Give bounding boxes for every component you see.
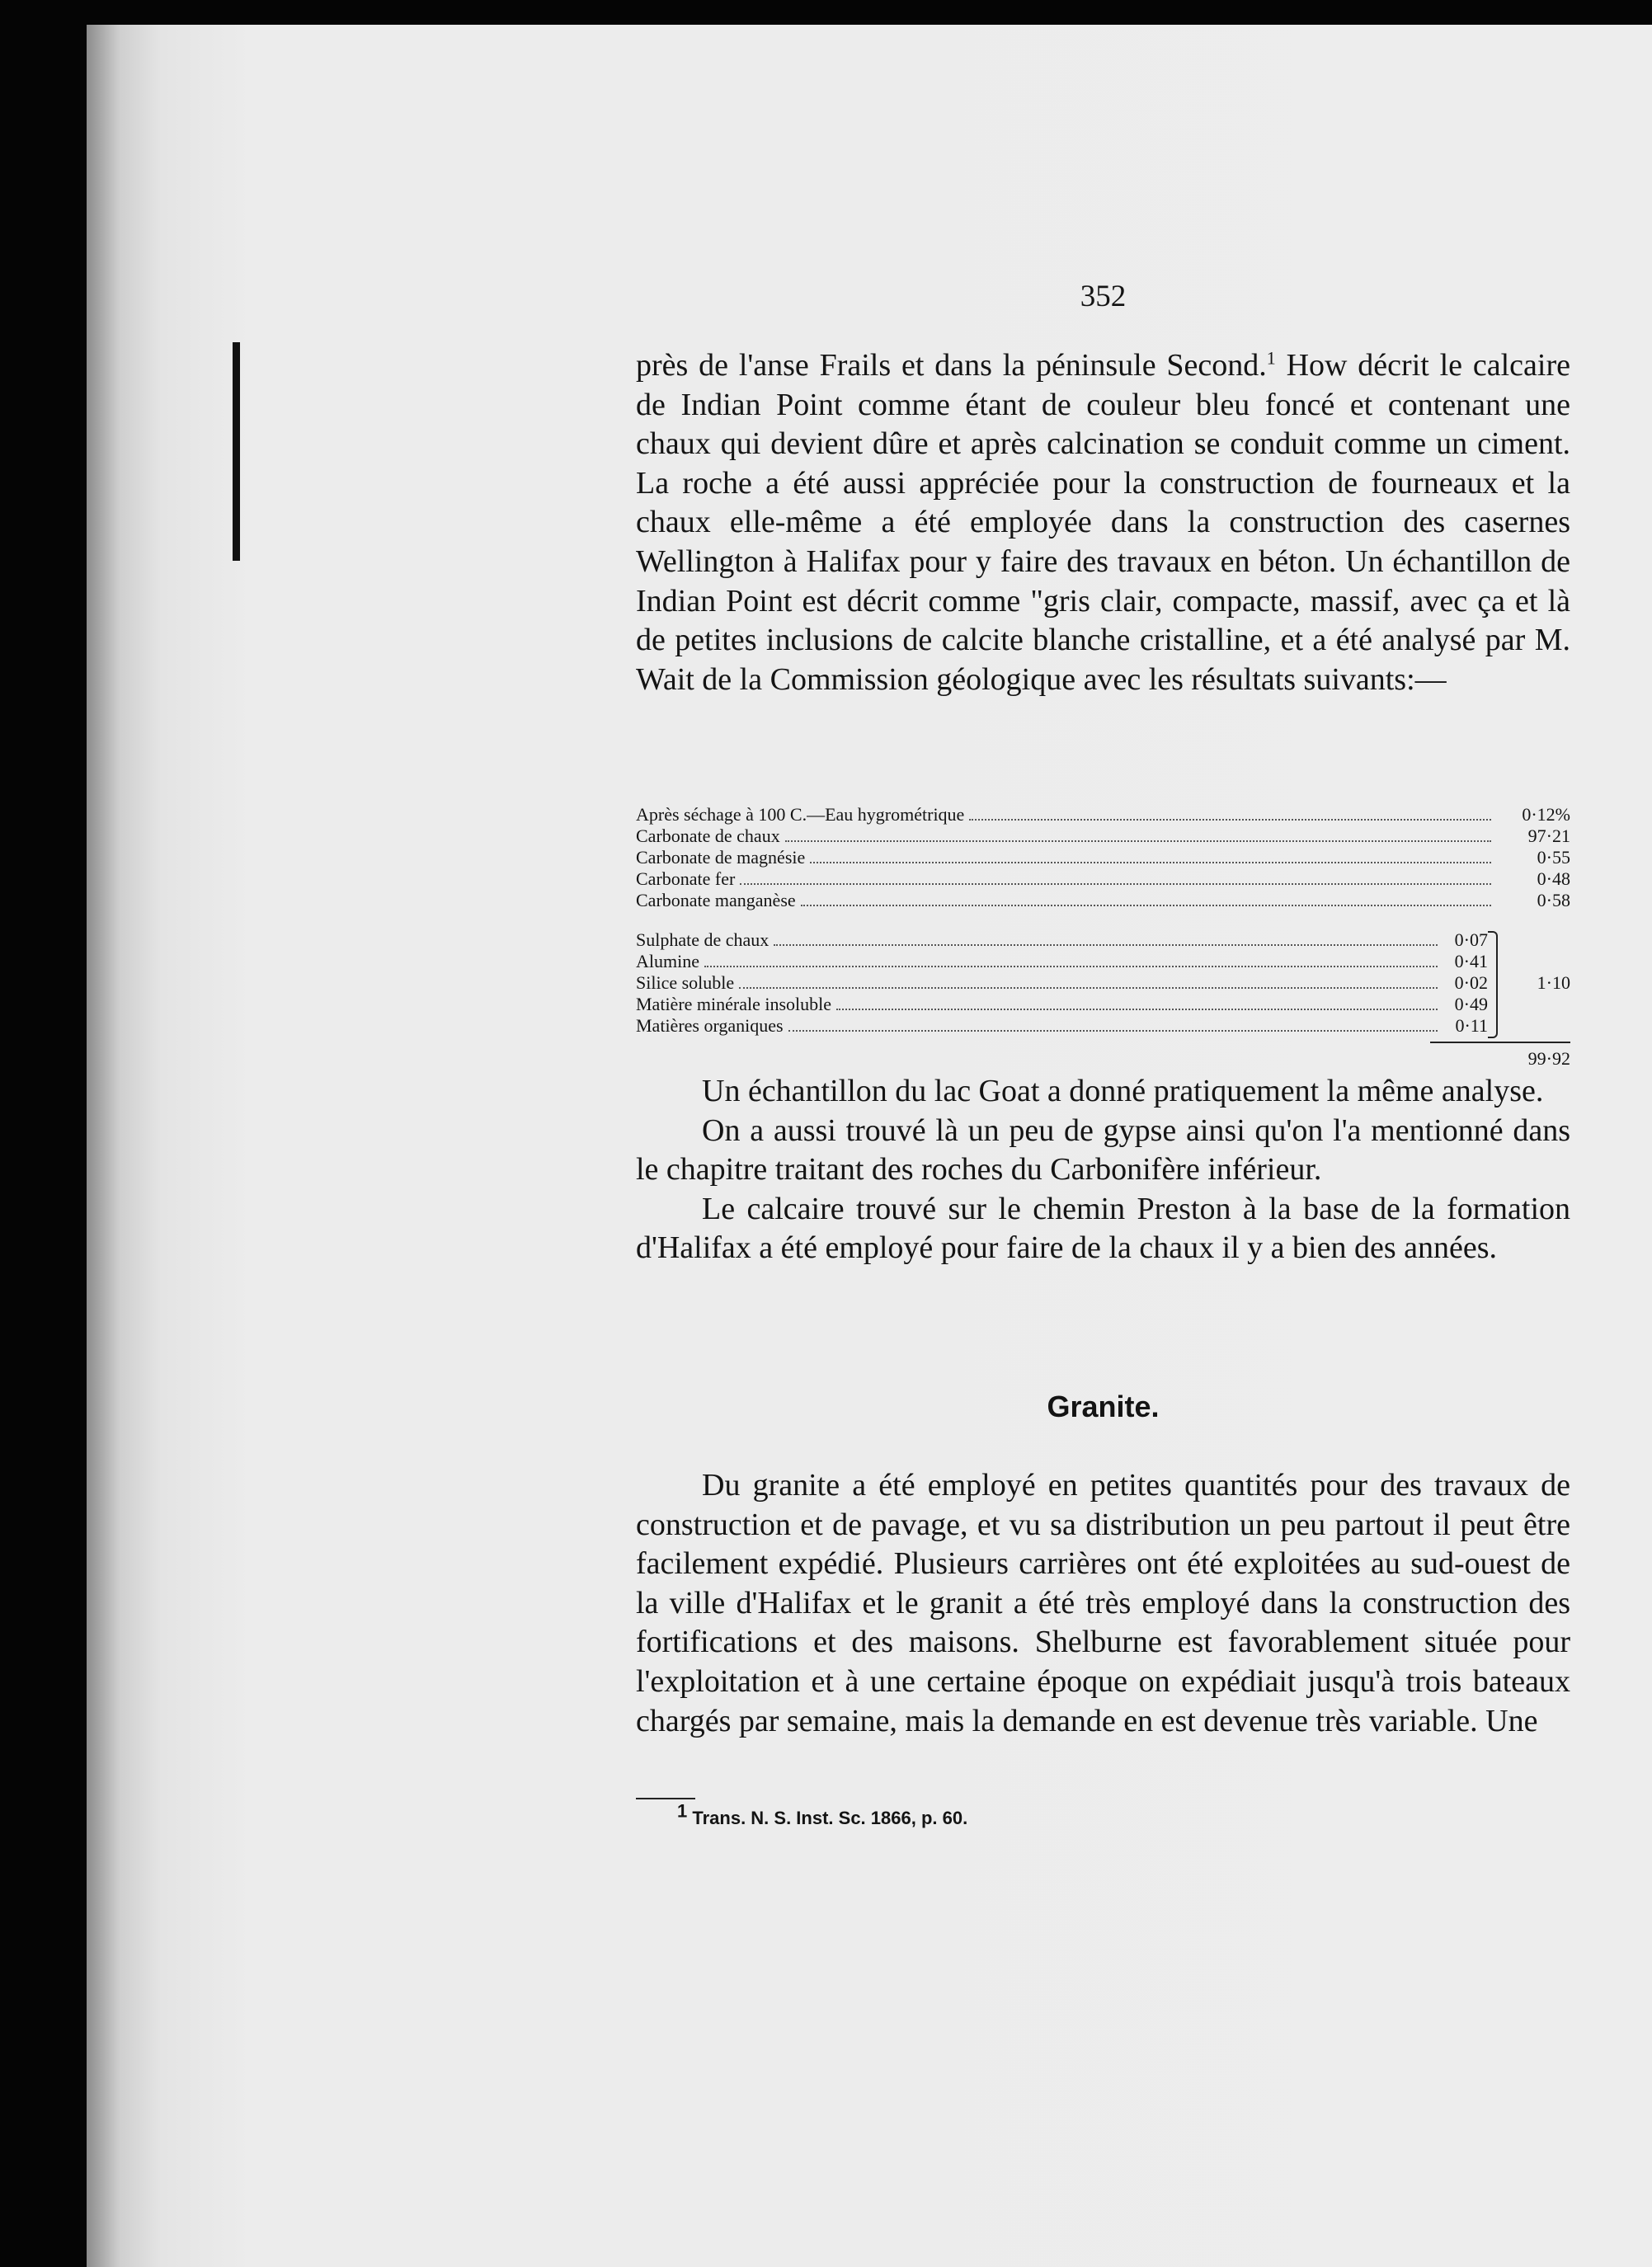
row-label: Alumine (636, 951, 699, 971)
middle-paragraphs (636, 1072, 1570, 1268)
footnote (677, 1800, 968, 1829)
leader-dots (739, 974, 1438, 989)
table-row (636, 847, 1570, 868)
section-title: Granite. (1047, 1390, 1160, 1423)
granite-section (636, 1466, 1570, 1741)
row-label: Après séchage à 100 C.—Eau hygrométrique (636, 804, 965, 825)
row-value: 0·58 (1537, 890, 1570, 910)
group-2-rows (636, 929, 1570, 1037)
row-label: Matière minérale insoluble (636, 994, 832, 1014)
leader-dots (836, 995, 1438, 1010)
footnote-reference: 1 (1266, 347, 1276, 369)
intro-paragraph (636, 346, 1570, 699)
row-value: 0·48 (1537, 868, 1570, 889)
row-value: 0·49 (1454, 994, 1488, 1014)
leader-dots (788, 1017, 1438, 1032)
analysis-group-2 (636, 929, 1570, 1037)
row-value: 0·12% (1522, 804, 1570, 825)
table-row (636, 929, 1570, 951)
leader-dots (704, 952, 1438, 967)
footnote-marker: 1 (677, 1800, 688, 1822)
leader-dots (740, 870, 1491, 885)
table-row (636, 825, 1570, 847)
leader-dots (801, 891, 1491, 906)
row-value: 97·21 (1527, 825, 1570, 846)
analysis-table (636, 804, 1570, 1070)
table-row (636, 804, 1570, 825)
row-value: 0·07 (1454, 929, 1488, 950)
analysis-group-1 (636, 804, 1570, 911)
paragraph-granite: Du granite a été employé en petites quantités pour des travaux de construction et de pavage, et vu sa distribution un peu partout il peut être facilement expédié. Plusieurs carrières ont été exploitées au sud-ouest de la ville d'Halifax et le granit a été très employé dans la construction des fortifications et des maisons. Shelburne est favorablement située pour l'exploitation et à une certaine époque on expédiait jusqu'à trois bateaux chargés par semaine, mais la demande en est devenue très variable. Une (636, 1468, 1570, 1738)
table-row (636, 994, 1570, 1015)
row-value: 0·02 (1454, 972, 1488, 993)
margin-mark (233, 342, 240, 561)
row-label: Carbonate de chaux (636, 825, 780, 846)
leader-dots (774, 931, 1438, 946)
row-value: 0·11 (1455, 1015, 1488, 1036)
leader-dots (969, 806, 1491, 821)
leader-dots (810, 849, 1491, 863)
row-value: 0·55 (1537, 847, 1570, 868)
paragraph-gypsum: On a aussi trouvé là un peu de gypse ainsi qu'on l'a mentionné dans le chapitre traitant des roches du Carbonifère inférieur. (636, 1112, 1570, 1188)
footnote-text: Trans. N. S. Inst. Sc. 1866, p. 60. (692, 1808, 968, 1828)
table-row (636, 868, 1570, 890)
paragraph-1-rest: How décrit le calcaire de Indian Point comme étant de couleur bleu foncé et contenant une chaux qui devient dûre et après calcination se conduit comme un ciment. La roche a été aussi appréciée pour la construction de fourneaux et la chaux elle-même a été employée dans la construction des casernes Wellington à Halifax pour y faire des travaux en béton. Un échantillon de Indian Point est décrit comme "gris clair, compacte, massif, avec ça et là de petites inclusions de calcite blanche cristalline, et a été analysé par M. Wait de la Commission géologique avec les résultats suivants:— (636, 348, 1570, 697)
table-row (636, 890, 1570, 911)
grouping-brace (1488, 931, 1498, 1038)
row-label: Sulphate de chaux (636, 929, 770, 950)
group-2-subtotal: 1·10 (1537, 972, 1570, 993)
paragraph-preston: Le calcaire trouvé sur le chemin Preston à la base de la formation d'Halifax a été employé pour faire de la chaux il y a bien des années. (636, 1191, 1570, 1266)
analysis-total: 99·92 (1527, 1048, 1570, 1069)
row-label: Carbonate manganèse (636, 890, 796, 910)
total-rule (1430, 1042, 1570, 1043)
page-number: 352 (1080, 280, 1127, 313)
paragraph-1-start: près de l'anse Frails et dans la péninsule Second. (636, 348, 1267, 383)
row-label: Matières organiques (636, 1015, 784, 1036)
table-row (636, 1015, 1570, 1037)
row-label: Silice soluble (636, 972, 735, 993)
table-row (636, 972, 1570, 994)
row-label: Carbonate fer (636, 868, 736, 889)
paragraph-goat-lake: Un échantillon du lac Goat a donné pratiquement la même analyse. (702, 1074, 1544, 1108)
leader-dots (785, 827, 1491, 842)
row-value: 0·41 (1454, 951, 1488, 971)
table-row (636, 951, 1570, 972)
footnote-rule (636, 1798, 695, 1799)
row-label: Carbonate de magnésie (636, 847, 806, 868)
